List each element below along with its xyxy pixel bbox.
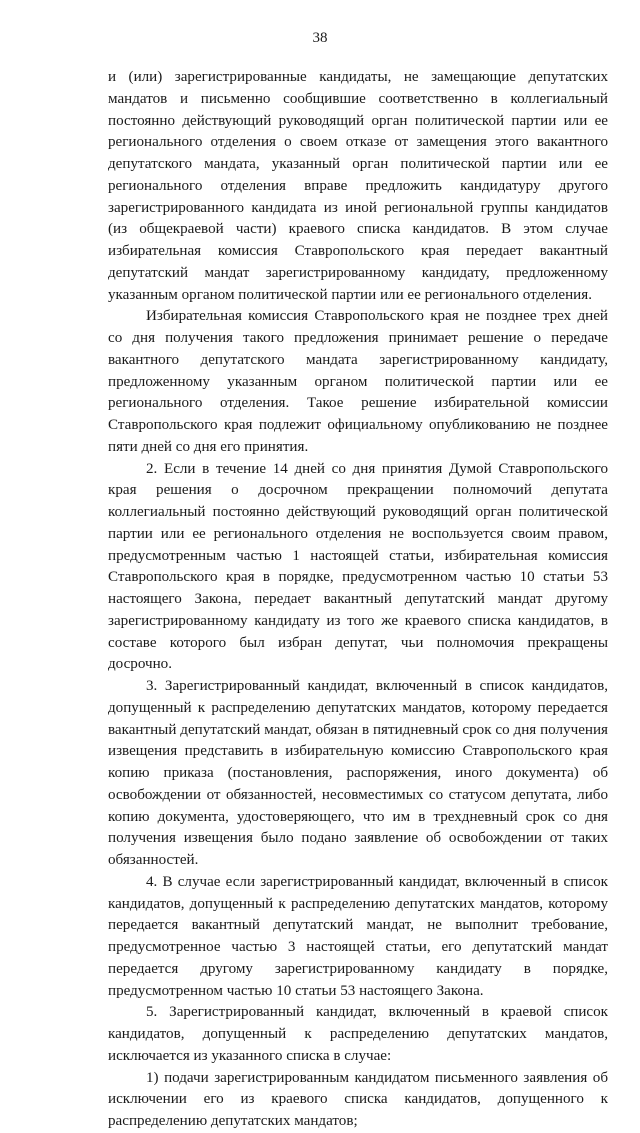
paragraph-item-5: 5. Зарегистрированный кандидат, включенный в краевой список кандидатов, допущенный к распределению депутатских мандатов, исключается из указанного списка в случае:	[108, 1004, 608, 1064]
paragraph-continuation: и (или) зарегистрированные кандидаты, не замещающие депутатских мандатов и письменно сообщившие соответственно в коллегиальный постоянно действующий руководящий орган политической партии или ее регионального отделения о своем отказе от замещения этого вакантного депутатского мандата, указанный орган политической партии или ее регионального отделения вправе предложить кандидатуру другого зарегистрированного кандидата из иной региональной группы кандидатов (из общекраевой части) краевого списка кандидатов. В этом случае избирательная комиссия Ставропольского края передает вакантный депутатский мандат зарегистрированному кандидату, предложенному указанным органом политической партии или ее регионального отделения.	[108, 69, 608, 303]
paragraph-item-4: 4. В случае если зарегистрированный кандидат, включенный в список кандидатов, допущенный к распределению депутатских мандатов, которому передается вакантный депутатский мандат, не выполнит требование, предусмотренное частью 3 настоящей статьи, его депутатский мандат передается другому зарегистрированному кандидату в порядке, предусмотренном частью 10 статьи 53 настоящего Закона.	[108, 873, 608, 999]
paragraph-commission-decision: Избирательная комиссия Ставропольского края не позднее трех дней со дня получения такого предложения принимает решение о передаче вакантного депутатского мандата зарегистрированному кандидату, предложенному указанным органом политической партии или ее регионального отделения. Такое решение избирательной комиссии Ставропольского края подлежит официальному опубликованию не позднее пяти дней со дня его принятия.	[108, 308, 608, 455]
page-number: 38	[312, 30, 328, 46]
document-body	[108, 67, 608, 1133]
paragraph-item-3: 3. Зарегистрированный кандидат, включенный в список кандидатов, допущенный к распределению депутатских мандатов, которому передается вакантный депутатский мандат, обязан в пятидневный срок со дня получения извещения представить в избирательную комиссию Ставропольского края копию приказа (постановления, распоряжения, иного документа) об освобождении от обязанностей, несовместимых со статусом депутата, либо копию документа, удостоверяющего, что им в трехдневный срок со дня получения извещения было подано заявление об освобождении от таких обязанностей.	[108, 678, 608, 868]
paragraph-item-2: 2. Если в течение 14 дней со дня принятия Думой Ставропольского края решения о досрочном прекращении полномочий депутата коллегиальный постоянно действующий руководящий орган политической партии или ее регионального отделения не воспользуется своим правом, предусмотренным частью 1 настоящей статьи, избирательная комиссия Ставропольского края в порядке, предусмотренном частью 10 статьи 53 настоящего Закона, передает вакантный депутатский мандат другому зарегистрированному кандидату из того же краевого списка кандидатов, в составе которого был избран депутат, чьи полномочия прекращены досрочно.	[108, 460, 608, 673]
paragraph-subitem-1: 1) подачи зарегистрированным кандидатом письменного заявления об исключении его из краевого списка кандидатов, допущенного к распределению депутатских мандатов;	[108, 1069, 608, 1129]
